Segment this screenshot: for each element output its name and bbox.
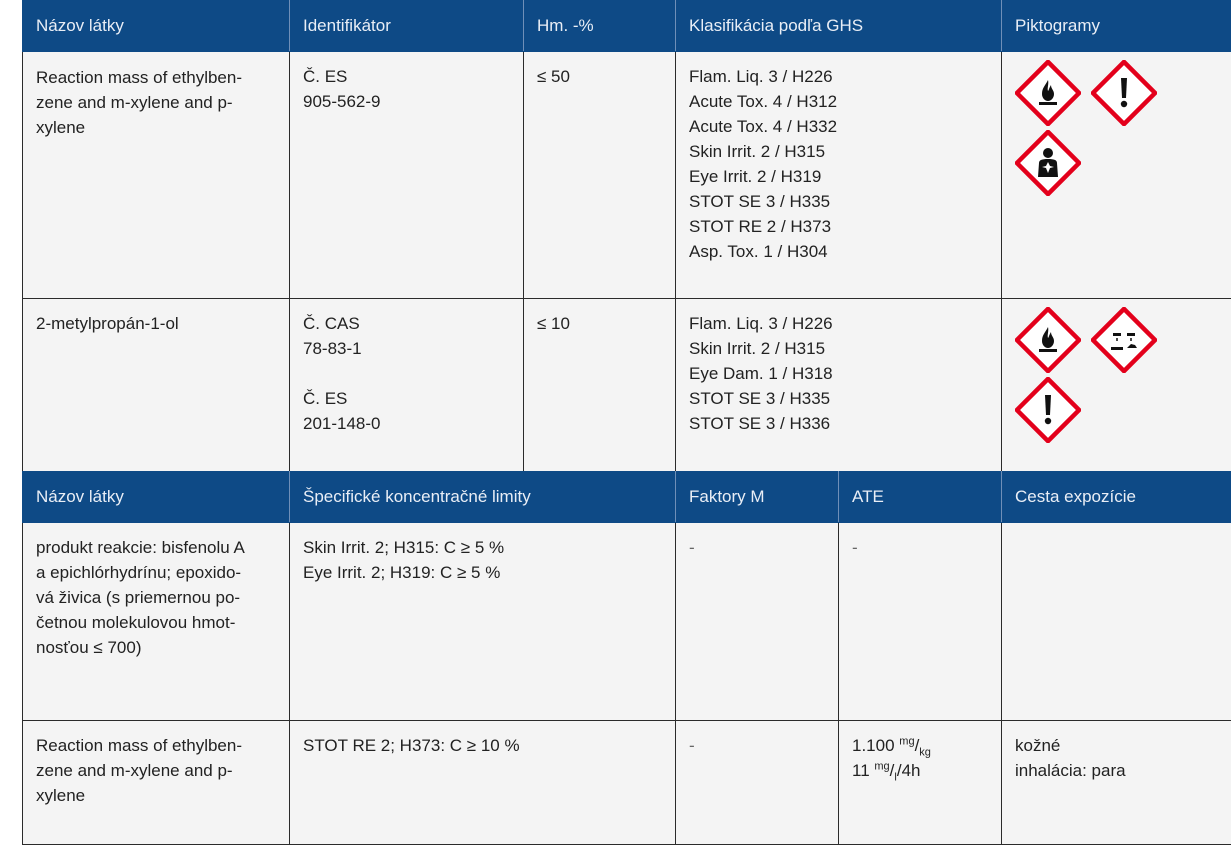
- header-pictograms: Piktogramy: [1002, 1, 1231, 52]
- header-specific-limits: Špecifické koncentračné limity: [290, 472, 676, 523]
- header-ate: ATE: [839, 472, 1002, 523]
- table-row: [23, 523, 1231, 721]
- ghs-line: Eye Irrit. 2 / H319: [689, 164, 988, 189]
- route-line: kožné: [1015, 733, 1218, 758]
- ghs-line: STOT SE 3 / H335: [689, 189, 988, 214]
- ghs-line: Asp. Tox. 1 / H304: [689, 239, 988, 264]
- limit-line: Skin Irrit. 2; H315: C ≥ 5 %: [303, 535, 662, 560]
- ghs-line: Skin Irrit. 2 / H315: [689, 139, 988, 164]
- ghs-line: Acute Tox. 4 / H312: [689, 89, 988, 114]
- identifier-label: Č. ES: [303, 64, 510, 89]
- header-substance-name: Názov látky: [23, 1, 290, 52]
- specific-limits: [290, 721, 676, 845]
- identifier: [290, 52, 524, 299]
- weight-percent: ≤ 10: [524, 299, 676, 473]
- limits-header-row: [23, 472, 1231, 523]
- identifier-label: Č. CAS: [303, 311, 510, 336]
- ate-line: 11 $^{mg}/_l/4h$: [852, 758, 988, 783]
- table-row: [23, 52, 1231, 299]
- route-line: inhalácia: para: [1015, 758, 1218, 783]
- m-factor: -: [676, 523, 839, 721]
- weight-percent: ≤ 50: [524, 52, 676, 299]
- ghs-line: STOT RE 2 / H373: [689, 214, 988, 239]
- identifier-label: Č. ES: [303, 386, 510, 411]
- ghs-line: STOT SE 3 / H335: [689, 386, 988, 411]
- substance-name: Reaction mass of ethylben- zene and m-xylene and p- xylene: [23, 721, 290, 845]
- header-exposure-route: Cesta expozície: [1002, 472, 1231, 523]
- header-substance-name: Názov látky: [23, 472, 290, 523]
- composition-table: [22, 0, 1231, 473]
- header-identifier: Identifikátor: [290, 1, 524, 52]
- table-row: [23, 299, 1231, 473]
- ghs-classification: [676, 52, 1002, 299]
- composition-header-row: [23, 1, 1231, 52]
- exposure-route: [1002, 721, 1231, 845]
- ate: [839, 721, 1002, 845]
- substance-name: Reaction mass of ethylben- zene and m-xylene and p- xylene: [23, 52, 290, 299]
- header-ghs-classification: Klasifikácia podľa GHS: [676, 1, 1002, 52]
- pictograms: [1002, 299, 1231, 473]
- substance-name: produkt reakcie: bisfenolu A a epichlórhydrínu; epoxido- vá živica (s priemernou po- četnou molekulovou hmot- nosťou ≤ 700): [23, 523, 290, 721]
- ate: -: [839, 523, 1002, 721]
- specific-limits: [290, 523, 676, 721]
- m-factor: -: [676, 721, 839, 845]
- ghs-classification: [676, 299, 1002, 473]
- ghs-line: Flam. Liq. 3 / H226: [689, 64, 988, 89]
- exclamation-pictogram-icon: [1091, 60, 1157, 126]
- limits-table: [22, 471, 1231, 845]
- health-hazard-pictogram-icon: [1015, 130, 1081, 196]
- ghs-line: Eye Dam. 1 / H318: [689, 361, 988, 386]
- ate-line: 1.100 $^{mg}/_{kg}$: [852, 733, 988, 758]
- identifier-value: 78-83-1: [303, 336, 510, 361]
- ghs-line: STOT SE 3 / H336: [689, 411, 988, 436]
- exposure-route: [1002, 523, 1231, 721]
- table-row: [23, 721, 1231, 845]
- ghs-line: Acute Tox. 4 / H332: [689, 114, 988, 139]
- flame-pictogram-icon: [1015, 60, 1081, 126]
- identifier: [290, 299, 524, 473]
- identifier-value: 201-148-0: [303, 411, 510, 436]
- limit-line: Eye Irrit. 2; H319: C ≥ 5 %: [303, 560, 662, 585]
- limit-line: STOT RE 2; H373: C ≥ 10 %: [303, 733, 662, 758]
- header-m-factors: Faktory M: [676, 472, 839, 523]
- header-weight-percent: Hm. -%: [524, 1, 676, 52]
- corrosion-pictogram-icon: [1091, 307, 1157, 373]
- pictograms: [1002, 52, 1231, 299]
- exclamation-pictogram-icon: [1015, 377, 1081, 443]
- ghs-line: Skin Irrit. 2 / H315: [689, 336, 988, 361]
- identifier-value: 905-562-9: [303, 89, 510, 114]
- flame-pictogram-icon: [1015, 307, 1081, 373]
- substance-name: 2-metylpropán-1-ol: [23, 299, 290, 473]
- ghs-line: Flam. Liq. 3 / H226: [689, 311, 988, 336]
